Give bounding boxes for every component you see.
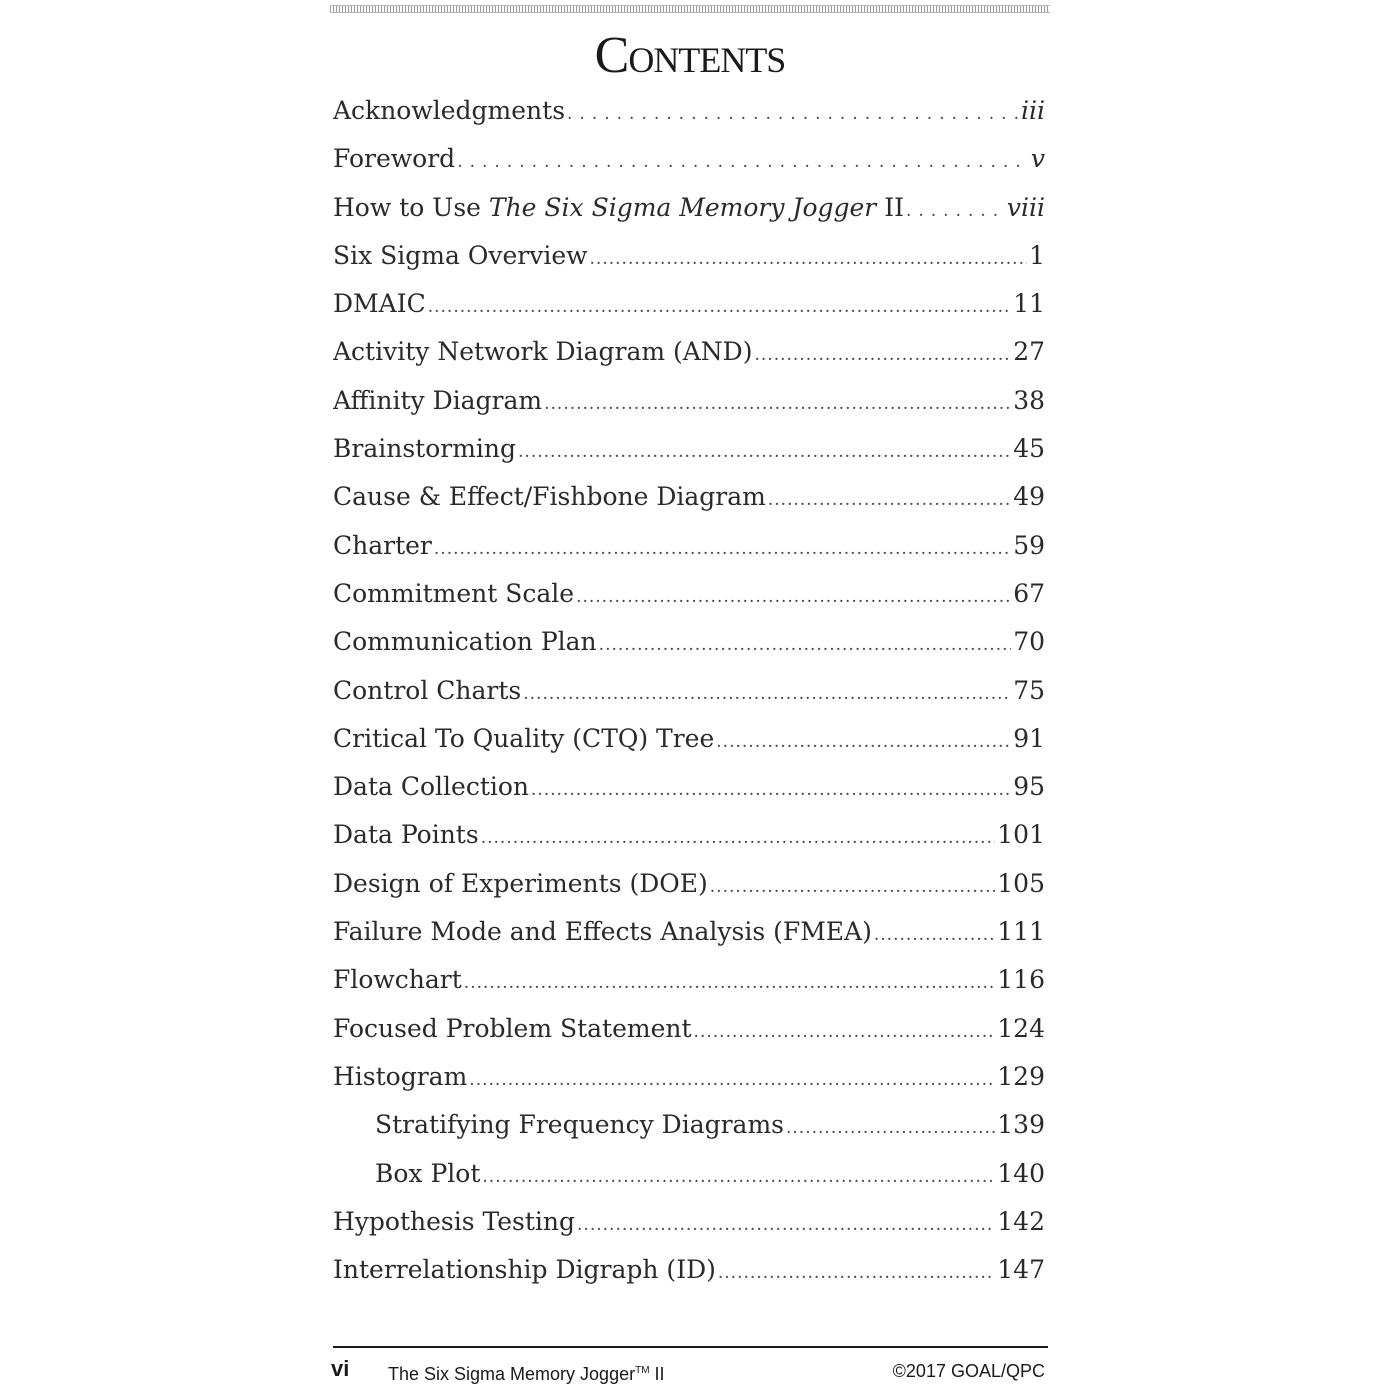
dot-leader [523, 670, 1011, 715]
toc-entry-label: Data Points [333, 820, 479, 850]
toc-entry-label: Failure Mode and Effects Analysis (FMEA) [333, 917, 872, 947]
toc-entry[interactable] [333, 1005, 1045, 1053]
dot-leader [786, 1104, 995, 1149]
toc-entry-label: Data Collection [333, 772, 530, 802]
toc-entry-page: 101 [997, 820, 1045, 850]
toc-entry-page: 91 [1013, 723, 1045, 753]
toc-entry-label: Histogram [333, 1061, 468, 1091]
dot-leader [531, 766, 1011, 811]
toc-entry[interactable] [333, 87, 1045, 135]
dot-leader [874, 911, 995, 956]
dot-leader [590, 235, 1028, 280]
dot-leader [457, 138, 1029, 183]
toc-sub-entry[interactable] [333, 1101, 1045, 1149]
toc-entry-label: Six Sigma Overview [333, 240, 588, 270]
toc-entry[interactable] [333, 425, 1045, 473]
toc-sub-entry[interactable] [333, 1150, 1045, 1198]
dot-leader [576, 573, 1011, 618]
toc-entry-page: 67 [1013, 578, 1045, 608]
toc-entry-page: 75 [1013, 675, 1045, 705]
toc-entry-page: 70 [1013, 627, 1045, 657]
toc-entry[interactable] [333, 135, 1045, 183]
toc-entry-page: 129 [997, 1061, 1045, 1091]
toc-entry-label: Charter [333, 530, 432, 560]
toc-entry[interactable] [333, 522, 1045, 570]
toc-entry[interactable] [333, 377, 1045, 425]
toc-entry-label: Flowchart [333, 965, 462, 995]
toc-entry-page: 116 [997, 965, 1045, 995]
toc-entry-label: DMAIC [333, 289, 426, 319]
toc-entry-page: 38 [1013, 385, 1045, 415]
toc-entry-label-suffix: II [876, 192, 904, 222]
toc-entry[interactable] [333, 811, 1045, 859]
toc-entry-label: Activity Network Diagram (AND) [333, 337, 753, 367]
toc-entry[interactable] [333, 570, 1045, 618]
toc-entry-page: 95 [1013, 772, 1045, 802]
footer-page-number: vi [331, 1356, 350, 1381]
toc-entry[interactable] [333, 1246, 1045, 1294]
toc-entry-page: 11 [1013, 289, 1045, 319]
toc-entry-label-prefix: How to Use [333, 192, 489, 222]
toc-entry-label: Stratifying Frequency Diagrams [375, 1110, 784, 1140]
toc-entry-label: Foreword [333, 144, 456, 174]
dot-leader [718, 1249, 995, 1294]
toc-entry-page: 105 [997, 868, 1045, 898]
footer-book-title [388, 1358, 665, 1387]
dot-leader [428, 283, 1011, 328]
toc-entry-label: Critical To Quality (CTQ) Tree [333, 723, 715, 753]
dot-leader [469, 1056, 995, 1101]
dot-leader [754, 331, 1011, 376]
toc-entry-page: 49 [1013, 482, 1045, 512]
dot-leader [567, 90, 1019, 135]
dot-leader [482, 1153, 995, 1198]
dot-leader [716, 718, 1011, 763]
dot-leader [518, 428, 1011, 473]
toc-entry-label: Acknowledgments [333, 96, 566, 125]
toc-entry-page: viii [1006, 192, 1045, 222]
toc-entry[interactable] [333, 232, 1045, 280]
toc-entry-label: Brainstorming [333, 434, 517, 464]
toc-entry-label: Hypothesis Testing [333, 1206, 576, 1236]
toc-entry-label: Design of Experiments (DOE) [333, 868, 708, 898]
toc-entry[interactable] [333, 715, 1045, 763]
footer-book-title-text: The Six Sigma Memory Jogger [388, 1364, 636, 1384]
toc-entry-page: 124 [997, 1013, 1045, 1043]
toc-entry[interactable] [333, 618, 1045, 666]
toc-entry-label [333, 184, 904, 232]
toc-entry-label: Cause & Effect/Fishbone Diagram [333, 482, 766, 512]
toc-entry[interactable] [333, 908, 1045, 956]
toc-entry-label-book-title: The Six Sigma Memory Jogger [488, 192, 877, 222]
dot-leader [906, 187, 1005, 232]
toc-entry[interactable] [333, 184, 1045, 232]
dot-leader [710, 863, 996, 908]
toc-entry-label: Focused Problem Statement [333, 1013, 692, 1043]
dot-leader [464, 959, 995, 1004]
dot-leader [434, 525, 1011, 570]
toc-entry-label: Affinity Diagram [333, 385, 543, 415]
page-title: Contents [594, 27, 786, 84]
dot-leader [577, 1201, 995, 1246]
toc-entry-label: Box Plot [375, 1158, 481, 1188]
dot-leader [694, 1008, 996, 1053]
toc-entry[interactable] [333, 860, 1045, 908]
toc-entry-page: 140 [997, 1158, 1045, 1188]
toc-entry[interactable] [333, 328, 1045, 376]
dot-leader [481, 814, 996, 859]
footer-copyright: ©2017 GOAL/QPC [892, 1361, 1045, 1381]
toc-entry-page: 139 [997, 1110, 1045, 1140]
top-decorative-rule [330, 5, 1050, 13]
toc-entry[interactable] [333, 473, 1045, 521]
toc-entry-page: 59 [1013, 530, 1045, 560]
toc-entry[interactable] [333, 956, 1045, 1004]
toc-entry[interactable] [333, 667, 1045, 715]
toc-entry[interactable] [333, 280, 1045, 328]
dot-leader [599, 621, 1012, 666]
table-of-contents [333, 87, 1045, 1294]
dot-leader [768, 476, 1011, 521]
toc-entry-label: Communication Plan [333, 627, 597, 657]
toc-entry[interactable] [333, 1053, 1045, 1101]
toc-entry-page: 1 [1029, 240, 1045, 270]
toc-entry-page: 111 [997, 917, 1045, 947]
toc-entry[interactable] [333, 763, 1045, 811]
toc-entry-page: 27 [1013, 337, 1045, 367]
trademark-symbol: TM [635, 1365, 650, 1376]
toc-entry-label: Control Charts [333, 675, 522, 705]
toc-entry-label: Commitment Scale [333, 578, 575, 608]
toc-entry-page: iii [1021, 96, 1045, 125]
toc-entry-page: 45 [1013, 434, 1045, 464]
toc-entry-page: v [1030, 144, 1045, 174]
toc-entry-page: 147 [997, 1255, 1045, 1285]
dot-leader [544, 380, 1011, 425]
toc-entry[interactable] [333, 1198, 1045, 1246]
footer-rule [333, 1346, 1048, 1348]
toc-entry-page: 142 [997, 1206, 1045, 1236]
toc-entry-label: Interrelationship Digraph (ID) [333, 1255, 716, 1285]
footer-book-title-suffix: II [649, 1364, 665, 1384]
